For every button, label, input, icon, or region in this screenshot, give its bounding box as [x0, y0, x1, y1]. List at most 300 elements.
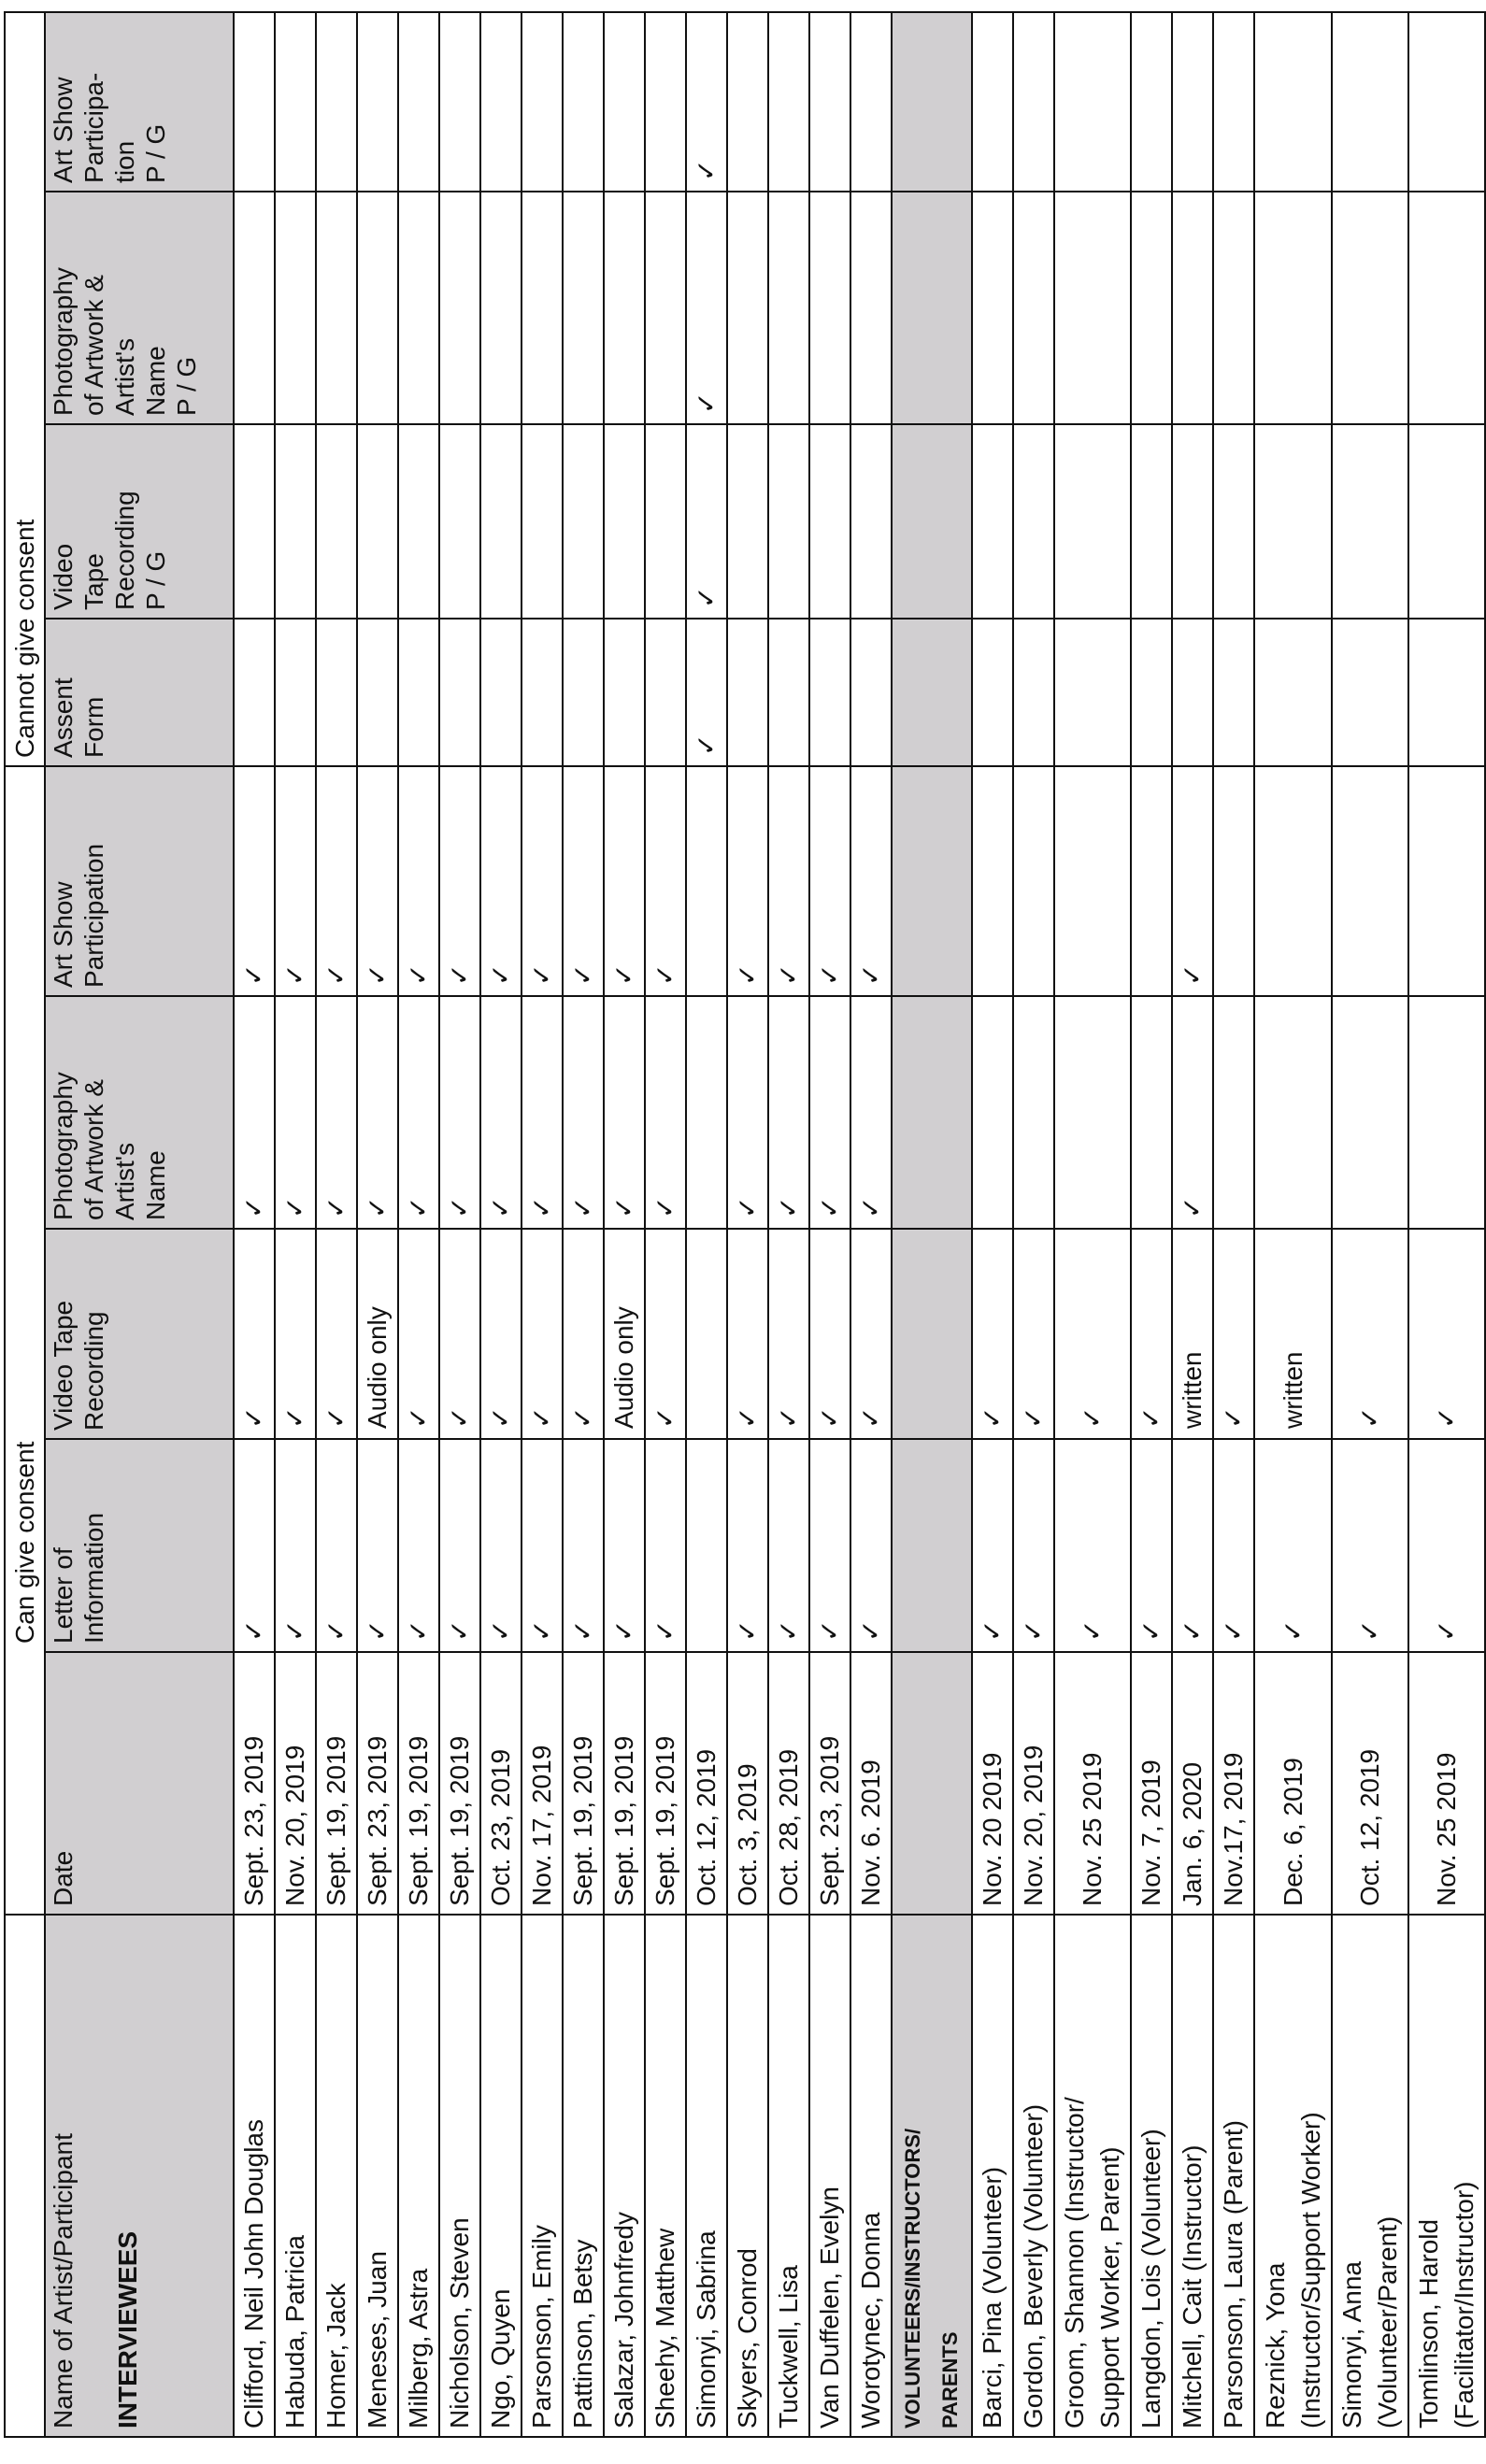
- participant-name: Van Duffelen, Evelyn: [809, 1915, 850, 2437]
- participant-date: Dec. 6, 2019: [1254, 1652, 1332, 1915]
- section-interviewees: INTERVIEWEES: [113, 2230, 142, 2428]
- consent-cell: [850, 619, 892, 766]
- check-mark-cell: ✓: [316, 766, 357, 996]
- section-blank-cell: [892, 12, 972, 192]
- table-row: [1054, 12, 1131, 2437]
- check-mark-cell: ✓: [645, 996, 686, 1229]
- consent-cell: [439, 619, 480, 766]
- consent-cell: written: [1254, 1229, 1332, 1439]
- table-row: [1172, 12, 1213, 2437]
- check-mark-cell: ✓: [686, 619, 727, 766]
- check-mark-cell: ✓: [1131, 1229, 1172, 1439]
- check-mark-cell: ✓: [275, 996, 316, 1229]
- consent-cell: [768, 192, 809, 424]
- header-photography: Photography of Artwork & Artist's Name: [45, 996, 234, 1229]
- header-assent-form: Assent Form: [45, 619, 234, 766]
- consent-cell: [1131, 424, 1172, 619]
- section-blank-cell: [892, 424, 972, 619]
- check-mark-cell: ✓: [234, 766, 275, 996]
- participant-name: Meneses, Juan: [357, 1915, 398, 2437]
- consent-cell: [1054, 996, 1131, 1229]
- consent-cell: [1254, 12, 1332, 192]
- header-letter-of-information: Letter of Information: [45, 1439, 234, 1652]
- check-mark-cell: ✓: [809, 1439, 850, 1652]
- consent-cell: [1332, 619, 1408, 766]
- participant-name: Gordon, Beverly (Volunteer): [1013, 1915, 1054, 2437]
- check-mark-cell: ✓: [275, 1229, 316, 1439]
- consent-cell: [480, 619, 522, 766]
- consent-cell: [1254, 192, 1332, 424]
- consent-cell: [809, 12, 850, 192]
- table-row: [1013, 12, 1054, 2437]
- consent-cell: [1332, 424, 1408, 619]
- check-mark-cell: ✓: [850, 996, 892, 1229]
- participant-name: Barci, Pina (Volunteer): [972, 1915, 1013, 2437]
- consent-cell: [357, 424, 398, 619]
- consent-cell: [398, 619, 439, 766]
- consent-cell: [275, 12, 316, 192]
- check-mark-cell: ✓: [563, 996, 604, 1229]
- consent-cell: [1332, 12, 1408, 192]
- section-blank-cell: [892, 192, 972, 424]
- consent-cell: [972, 12, 1013, 192]
- participant-name: Clifford, Neil John Douglas: [234, 1915, 275, 2437]
- consent-cell: [439, 192, 480, 424]
- consent-cell: [275, 192, 316, 424]
- participant-date: Oct. 12, 2019: [1332, 1652, 1408, 1915]
- group-cannot-give-consent: Cannot give consent: [5, 12, 45, 766]
- consent-cell: [1054, 424, 1131, 619]
- table-row: [1131, 12, 1172, 2437]
- participant-date: Sept. 23, 2019: [234, 1652, 275, 1915]
- participant-date: Jan. 6, 2020: [1172, 1652, 1213, 1915]
- check-mark-cell: ✓: [1332, 1439, 1408, 1652]
- check-mark-cell: ✓: [1213, 1439, 1254, 1652]
- consent-cell: [686, 996, 727, 1229]
- participant-name: Homer, Jack: [316, 1915, 357, 2437]
- check-mark-cell: ✓: [398, 766, 439, 996]
- header-name: [45, 1915, 234, 2437]
- participant-name: Pattinson, Betsy: [563, 1915, 604, 2437]
- participant-name: Langdon, Lois (Volunteer): [1131, 1915, 1172, 2437]
- check-mark-cell: ✓: [850, 766, 892, 996]
- check-mark-cell: ✓: [275, 1439, 316, 1652]
- consent-cell: [480, 192, 522, 424]
- participant-date: Sept. 19, 2019: [398, 1652, 439, 1915]
- check-mark-cell: ✓: [727, 766, 768, 996]
- participant-name: Milberg, Astra: [398, 1915, 439, 2437]
- consent-cell: [563, 424, 604, 619]
- consent-cell: [727, 424, 768, 619]
- participant-date: Nov. 20 2019: [972, 1652, 1013, 1915]
- consent-cell: [398, 12, 439, 192]
- consent-cell: [1408, 619, 1485, 766]
- consent-cell: [1013, 619, 1054, 766]
- consent-cell: [727, 619, 768, 766]
- consent-cell: [1172, 424, 1213, 619]
- check-mark-cell: ✓: [850, 1229, 892, 1439]
- consent-cell: [604, 12, 645, 192]
- consent-cell: [275, 424, 316, 619]
- header-video-tape-recording: Video Tape Recording: [45, 1229, 234, 1439]
- consent-cell: [439, 12, 480, 192]
- consent-cell: [563, 12, 604, 192]
- table-row: [316, 12, 357, 2437]
- consent-cell: [604, 424, 645, 619]
- consent-cell: [1054, 12, 1131, 192]
- consent-cell: [1213, 424, 1254, 619]
- consent-cell: [768, 424, 809, 619]
- participant-date: Sept. 19, 2019: [645, 1652, 686, 1915]
- participant-name: Ngo, Quyen: [480, 1915, 522, 2437]
- consent-cell: [522, 192, 563, 424]
- consent-cell: [1054, 766, 1131, 996]
- consent-cell: [1332, 192, 1408, 424]
- check-mark-cell: ✓: [727, 1229, 768, 1439]
- consent-cell: [686, 1439, 727, 1652]
- participant-name: Simonyi, Anna (Volunteer/Parent): [1332, 1915, 1408, 2437]
- check-mark-cell: ✓: [1013, 1229, 1054, 1439]
- participant-name: Skyers, Conrod: [727, 1915, 768, 2437]
- consent-cell: [316, 619, 357, 766]
- header-art-show-pg: Art Show Participa- tion P / G: [45, 12, 234, 192]
- participant-name: Simonyi, Sabrina: [686, 1915, 727, 2437]
- consent-cell: [563, 192, 604, 424]
- check-mark-cell: ✓: [768, 766, 809, 996]
- participant-date: Oct. 3, 2019: [727, 1652, 768, 1915]
- check-mark-cell: ✓: [480, 766, 522, 996]
- check-mark-cell: ✓: [398, 996, 439, 1229]
- table-row: [357, 12, 398, 2437]
- section-blank-cell: [892, 996, 972, 1229]
- section-blank-cell: [892, 1229, 972, 1439]
- check-mark-cell: ✓: [727, 996, 768, 1229]
- consent-cell: [1131, 996, 1172, 1229]
- check-mark-cell: ✓: [972, 1439, 1013, 1652]
- consent-cell: [1213, 12, 1254, 192]
- participant-name: Salazar, Johnfredy: [604, 1915, 645, 2437]
- consent-cell: [972, 996, 1013, 1229]
- check-mark-cell: ✓: [604, 996, 645, 1229]
- check-mark-cell: ✓: [357, 766, 398, 996]
- check-mark-cell: ✓: [1172, 1439, 1213, 1652]
- check-mark-cell: ✓: [439, 766, 480, 996]
- consent-cell: [1213, 619, 1254, 766]
- check-mark-cell: ✓: [1131, 1439, 1172, 1652]
- consent-cell: [972, 192, 1013, 424]
- participant-date: Nov. 6. 2019: [850, 1652, 892, 1915]
- check-mark-cell: ✓: [316, 1229, 357, 1439]
- participant-name: Nicholson, Steven: [439, 1915, 480, 2437]
- participant-name: Mitchell, Cait (Instructor): [1172, 1915, 1213, 2437]
- check-mark-cell: ✓: [1054, 1229, 1131, 1439]
- check-mark-cell: ✓: [522, 996, 563, 1229]
- section-blank-cell: [892, 1652, 972, 1915]
- check-mark-cell: ✓: [1172, 996, 1213, 1229]
- consent-cell: [850, 192, 892, 424]
- check-mark-cell: ✓: [439, 996, 480, 1229]
- section-row-volunteers: [892, 12, 972, 2437]
- consent-cell: [1332, 766, 1408, 996]
- consent-cell: [809, 619, 850, 766]
- header-art-show: Art Show Participation: [45, 766, 234, 996]
- consent-cell: [972, 766, 1013, 996]
- consent-cell: [357, 192, 398, 424]
- consent-cell: [1172, 12, 1213, 192]
- check-mark-cell: ✓: [604, 766, 645, 996]
- check-mark-cell: ✓: [563, 1229, 604, 1439]
- participant-date: Sept. 23, 2019: [809, 1652, 850, 1915]
- check-mark-cell: ✓: [563, 1439, 604, 1652]
- check-mark-cell: ✓: [480, 1229, 522, 1439]
- check-mark-cell: ✓: [234, 996, 275, 1229]
- table-row: [809, 12, 850, 2437]
- participant-date: Oct. 23, 2019: [480, 1652, 522, 1915]
- consent-cell: [686, 1229, 727, 1439]
- consent-cell: [275, 619, 316, 766]
- consent-cell: [234, 192, 275, 424]
- participant-date: Nov. 20, 2019: [1013, 1652, 1054, 1915]
- check-mark-cell: ✓: [275, 766, 316, 996]
- group-can-give-consent: Can give consent: [5, 766, 45, 1915]
- consent-cell: [1332, 996, 1408, 1229]
- consent-cell: [398, 424, 439, 619]
- participant-date: Nov. 7, 2019: [1131, 1652, 1172, 1915]
- consent-cell: [1054, 192, 1131, 424]
- participant-date: Oct. 28, 2019: [768, 1652, 809, 1915]
- table-row: [1332, 12, 1408, 2437]
- check-mark-cell: ✓: [686, 424, 727, 619]
- consent-cell: [234, 424, 275, 619]
- header-date: Date: [45, 1652, 234, 1915]
- check-mark-cell: ✓: [727, 1439, 768, 1652]
- consent-cell: [1131, 12, 1172, 192]
- consent-cell: [1213, 192, 1254, 424]
- table-row: [1254, 12, 1332, 2437]
- check-mark-cell: ✓: [1013, 1439, 1054, 1652]
- consent-cell: [604, 619, 645, 766]
- participant-name: Tomlinson, Harold (Facilitator/Instructor): [1408, 1915, 1485, 2437]
- table-row: [234, 12, 275, 2437]
- consent-cell: [1213, 996, 1254, 1229]
- consent-cell: [563, 619, 604, 766]
- consent-cell: [1131, 192, 1172, 424]
- participant-date: Sept. 19, 2019: [439, 1652, 480, 1915]
- consent-cell: [316, 424, 357, 619]
- participant-date: Nov. 17, 2019: [522, 1652, 563, 1915]
- consent-cell: [398, 192, 439, 424]
- table-row: [972, 12, 1013, 2437]
- check-mark-cell: ✓: [809, 996, 850, 1229]
- check-mark-cell: ✓: [439, 1229, 480, 1439]
- consent-cell: [727, 12, 768, 192]
- consent-cell: [1254, 424, 1332, 619]
- consent-cell: [645, 12, 686, 192]
- participant-name: Parsonson, Emily: [522, 1915, 563, 2437]
- consent-cell: [1054, 619, 1131, 766]
- table-row: [1408, 12, 1485, 2437]
- check-mark-cell: ✓: [522, 766, 563, 996]
- table-row: [850, 12, 892, 2437]
- consent-cell: [480, 424, 522, 619]
- participant-name: Habuda, Patricia: [275, 1915, 316, 2437]
- consent-cell: [316, 192, 357, 424]
- consent-cell: [972, 619, 1013, 766]
- check-mark-cell: ✓: [1213, 1229, 1254, 1439]
- table-row: [727, 12, 768, 2437]
- consent-cell: [1013, 996, 1054, 1229]
- consent-cell: [1131, 619, 1172, 766]
- table-row: [522, 12, 563, 2437]
- consent-cell: [1408, 424, 1485, 619]
- check-mark-cell: ✓: [522, 1229, 563, 1439]
- participant-name: Worotynec, Donna: [850, 1915, 892, 2437]
- section-blank-cell: [892, 1439, 972, 1652]
- participant-date: Sept. 23, 2019: [357, 1652, 398, 1915]
- check-mark-cell: ✓: [1408, 1439, 1485, 1652]
- check-mark-cell: ✓: [645, 1229, 686, 1439]
- consent-cell: [1408, 12, 1485, 192]
- consent-cell: [768, 619, 809, 766]
- consent-cell: [850, 424, 892, 619]
- check-mark-cell: ✓: [563, 766, 604, 996]
- check-mark-cell: ✓: [1254, 1439, 1332, 1652]
- check-mark-cell: ✓: [686, 192, 727, 424]
- check-mark-cell: ✓: [316, 1439, 357, 1652]
- consent-cell: [1013, 192, 1054, 424]
- check-mark-cell: ✓: [480, 996, 522, 1229]
- consent-cell: [645, 192, 686, 424]
- check-mark-cell: ✓: [357, 1439, 398, 1652]
- table-row: [439, 12, 480, 2437]
- participant-date: Nov. 25 2019: [1408, 1652, 1485, 1915]
- group-header-row: [5, 12, 45, 2437]
- consent-cell: Audio only: [357, 1229, 398, 1439]
- header-video-pg: Video Tape Recording P / G: [45, 424, 234, 619]
- table-row: [645, 12, 686, 2437]
- consent-cell: [850, 12, 892, 192]
- check-mark-cell: ✓: [357, 996, 398, 1229]
- check-mark-cell: ✓: [768, 996, 809, 1229]
- table-row: [398, 12, 439, 2437]
- check-mark-cell: ✓: [1408, 1229, 1485, 1439]
- section-blank-cell: [892, 766, 972, 996]
- group-blank-cell: [5, 1915, 45, 2437]
- consent-cell: [234, 619, 275, 766]
- participant-date: Nov.17, 2019: [1213, 1652, 1254, 1915]
- consent-cell: [645, 424, 686, 619]
- consent-cell: Audio only: [604, 1229, 645, 1439]
- consent-cell: [604, 192, 645, 424]
- consent-cell: [1013, 12, 1054, 192]
- check-mark-cell: ✓: [439, 1439, 480, 1652]
- consent-cell: [972, 424, 1013, 619]
- table-row: [480, 12, 522, 2437]
- check-mark-cell: ✓: [645, 766, 686, 996]
- consent-cell: [1254, 766, 1332, 996]
- check-mark-cell: ✓: [850, 1439, 892, 1652]
- check-mark-cell: ✓: [809, 1229, 850, 1439]
- table-row: [686, 12, 727, 2437]
- check-mark-cell: ✓: [809, 766, 850, 996]
- consent-cell: [522, 619, 563, 766]
- consent-cell: [768, 12, 809, 192]
- consent-cell: [480, 12, 522, 192]
- consent-cell: [1172, 619, 1213, 766]
- check-mark-cell: ✓: [604, 1439, 645, 1652]
- consent-cell: [1013, 424, 1054, 619]
- check-mark-cell: ✓: [398, 1439, 439, 1652]
- consent-cell: [645, 619, 686, 766]
- table-row: [768, 12, 809, 2437]
- consent-cell: [439, 424, 480, 619]
- consent-cell: written: [1172, 1229, 1213, 1439]
- participant-name: Reznick, Yona (Instructor/Support Worker): [1254, 1915, 1332, 2437]
- check-mark-cell: ✓: [768, 1439, 809, 1652]
- table-row: [1213, 12, 1254, 2437]
- participant-date: Sept. 19, 2019: [316, 1652, 357, 1915]
- check-mark-cell: ✓: [1332, 1229, 1408, 1439]
- participant-date: Sept. 19, 2019: [563, 1652, 604, 1915]
- consent-cell: [522, 424, 563, 619]
- consent-cell: [1213, 766, 1254, 996]
- table-row: [563, 12, 604, 2437]
- consent-cell: [357, 12, 398, 192]
- check-mark-cell: ✓: [1054, 1439, 1131, 1652]
- check-mark-cell: ✓: [768, 1229, 809, 1439]
- participant-name: Sheehy, Matthew: [645, 1915, 686, 2437]
- section-blank-cell: [892, 619, 972, 766]
- consent-cell: [1254, 619, 1332, 766]
- check-mark-cell: ✓: [398, 1229, 439, 1439]
- consent-cell: [1013, 766, 1054, 996]
- consent-cell: [1408, 192, 1485, 424]
- consent-cell: [1172, 192, 1213, 424]
- consent-cell: [1408, 766, 1485, 996]
- check-mark-cell: ✓: [522, 1439, 563, 1652]
- participant-name: Tuckwell, Lisa: [768, 1915, 809, 2437]
- consent-cell: [316, 12, 357, 192]
- check-mark-cell: ✓: [316, 996, 357, 1229]
- section-volunteers-label: VOLUNTEERS/INSTRUCTORS/ PARENTS: [892, 1915, 972, 2437]
- consent-cell: [686, 766, 727, 996]
- participant-date: Sept. 19, 2019: [604, 1652, 645, 1915]
- check-mark-cell: ✓: [686, 12, 727, 192]
- check-mark-cell: ✓: [1172, 766, 1213, 996]
- consent-cell: [1408, 996, 1485, 1229]
- header-photography-pg: Photography of Artwork & Artist's Name P / G: [45, 192, 234, 424]
- check-mark-cell: ✓: [645, 1439, 686, 1652]
- consent-cell: [1254, 996, 1332, 1229]
- consent-cell: [522, 12, 563, 192]
- participant-name: Parsonson, Laura (Parent): [1213, 1915, 1254, 2437]
- consent-cell: [1131, 766, 1172, 996]
- table-row: [604, 12, 645, 2437]
- check-mark-cell: ✓: [234, 1229, 275, 1439]
- participant-date: Nov. 25 2019: [1054, 1652, 1131, 1915]
- check-mark-cell: ✓: [234, 1439, 275, 1652]
- consent-cell: [234, 12, 275, 192]
- check-mark-cell: ✓: [480, 1439, 522, 1652]
- participant-date: Oct. 12, 2019: [686, 1652, 727, 1915]
- table-row: [275, 12, 316, 2437]
- check-mark-cell: ✓: [972, 1229, 1013, 1439]
- consent-cell: [809, 192, 850, 424]
- column-header-row: [45, 12, 234, 2437]
- header-name-label: Name of Artist/Participant: [49, 2133, 78, 2428]
- consent-cell: [809, 424, 850, 619]
- consent-cell: [357, 619, 398, 766]
